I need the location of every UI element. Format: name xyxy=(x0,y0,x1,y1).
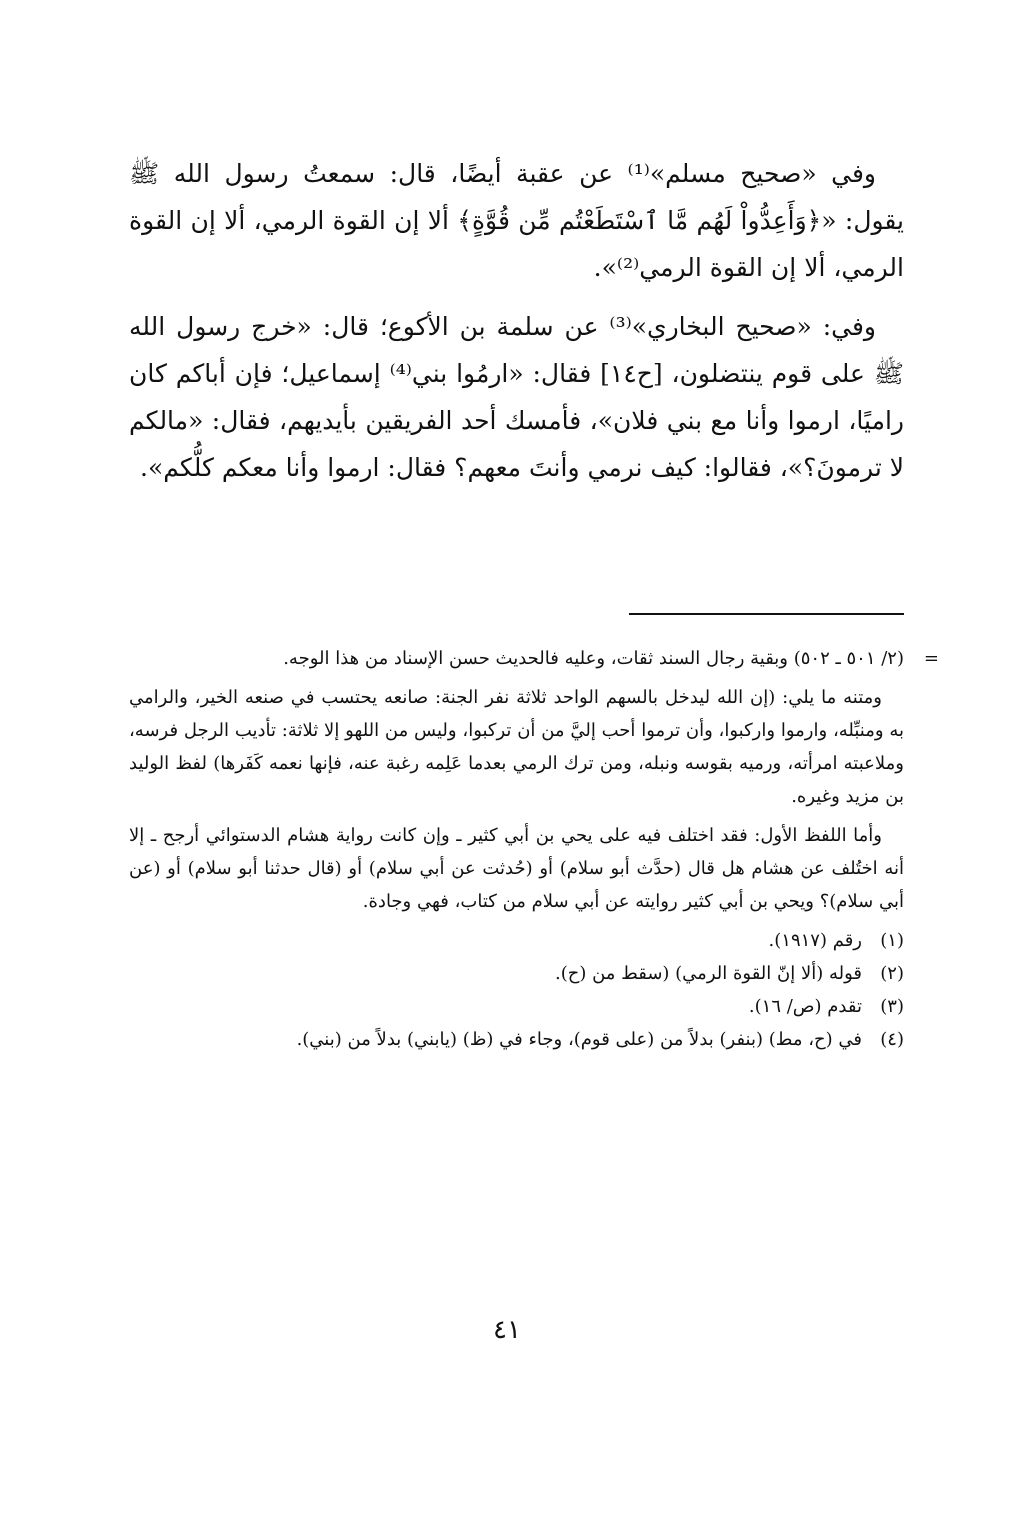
footnote-item-4 xyxy=(129,1023,904,1056)
footnote-separator xyxy=(629,613,904,615)
footnote-continuation-marker: = xyxy=(923,648,939,669)
main-paragraph-bukhari: وفي: «صحيح البخاري»⁽³⁾ عن سلمة بن الأكوع؛ قال: «خرج رسول الله ﷺ على قوم ينتضلون، [ح١٤] فقال: «ارمُوا بني⁽⁴⁾ إسماعيل؛ فإن أباكم كان راميًا، ارموا وأنا مع بني فلان»، فأمسك أحد الفريقين بأيديهم، فقال: «مالكم لا ترمونَ؟»، فقالوا: كيف نرمي وأنتَ معهم؟ فقال: ارموا وأنا معكم كلُّكم». xyxy=(129,312,904,482)
footnote-text: تقدم (ص/ ١٦). xyxy=(748,996,862,1017)
footnote-item-3 xyxy=(129,990,904,1023)
footnote-item-2 xyxy=(129,957,904,990)
footnote-number: (٢) xyxy=(880,963,904,984)
footnote-number: (٤) xyxy=(880,1029,904,1050)
footnote-continued-text: (٢/ ٥٠١ ـ ٥٠٢) وبقية رجال السند ثقات، وعليه فالحديث حسن الإسناد من هذا الوجه. xyxy=(283,648,904,669)
footnote-first-wording-text: وأما اللفظ الأول: فقد اختلف فيه على يحي بن أبي كثير ـ وإن كانت رواية هشام الدستوائي أرجح ـ إلا أنه اختُلف عن هشام هل قال (حدَّث أبو سلام) أو (حُدثت عن أبي سلام) أو (قال حدثنا أبو سلام) أو (عن أبي سلام)؟ ويحي بن أبي كثير روايته عن أبي سلام من كتاب، فهي وجادة. xyxy=(129,825,904,912)
footnote-text: قوله (ألا إنّ القوة الرمي) (سقط من (ح). xyxy=(554,963,862,984)
footnote-number: (١) xyxy=(880,930,904,951)
footnote-item-1 xyxy=(129,924,904,957)
footnote-text: في (ح، مط) (بنفر) بدلاً من (على قوم)، وجاء في (ظ) (يابني) بدلاً من (بني). xyxy=(296,1029,862,1050)
footnote-matn-text: ومتنه ما يلي: (إن الله ليدخل بالسهم الواحد ثلاثة نفر الجنة: صانعه يحتسب في صنعه الخير، والرامي به ومنبِّله، وارموا واركبوا، وأن ترموا أحب إليَّ من أن تركبوا، وليس من اللهو إلا ثلاثة: تأديب الرجل فرسه، وملاعبته امرأته، ورميه بقوسه ونبله، ومن ترك الرمي بعدما عَلِمه رغبة عنه، فإنها نعمه كَفَرها) لفظ الوليد بن مزيد وغيره. xyxy=(129,687,904,807)
footnote-number: (٣) xyxy=(880,996,904,1017)
main-paragraph-muslim: وفي «صحيح مسلم»⁽¹⁾ عن عقبة أيضًا، قال: سمعتُ رسول الله ﷺ يقول: «﴿وَأَعِدُّواْ لَهُم مَّا ٱسْتَطَعْتُم مِّن قُوَّةٍ﴾ ألا إن القوة الرمي، ألا إن القوة الرمي، ألا إن القوة الرمي⁽²⁾». xyxy=(129,159,904,282)
page-number: ٤١ xyxy=(493,1315,521,1345)
footnote-text: رقم (١٩١٧). xyxy=(768,930,862,951)
footnotes xyxy=(129,642,939,1056)
main-text xyxy=(129,150,904,503)
